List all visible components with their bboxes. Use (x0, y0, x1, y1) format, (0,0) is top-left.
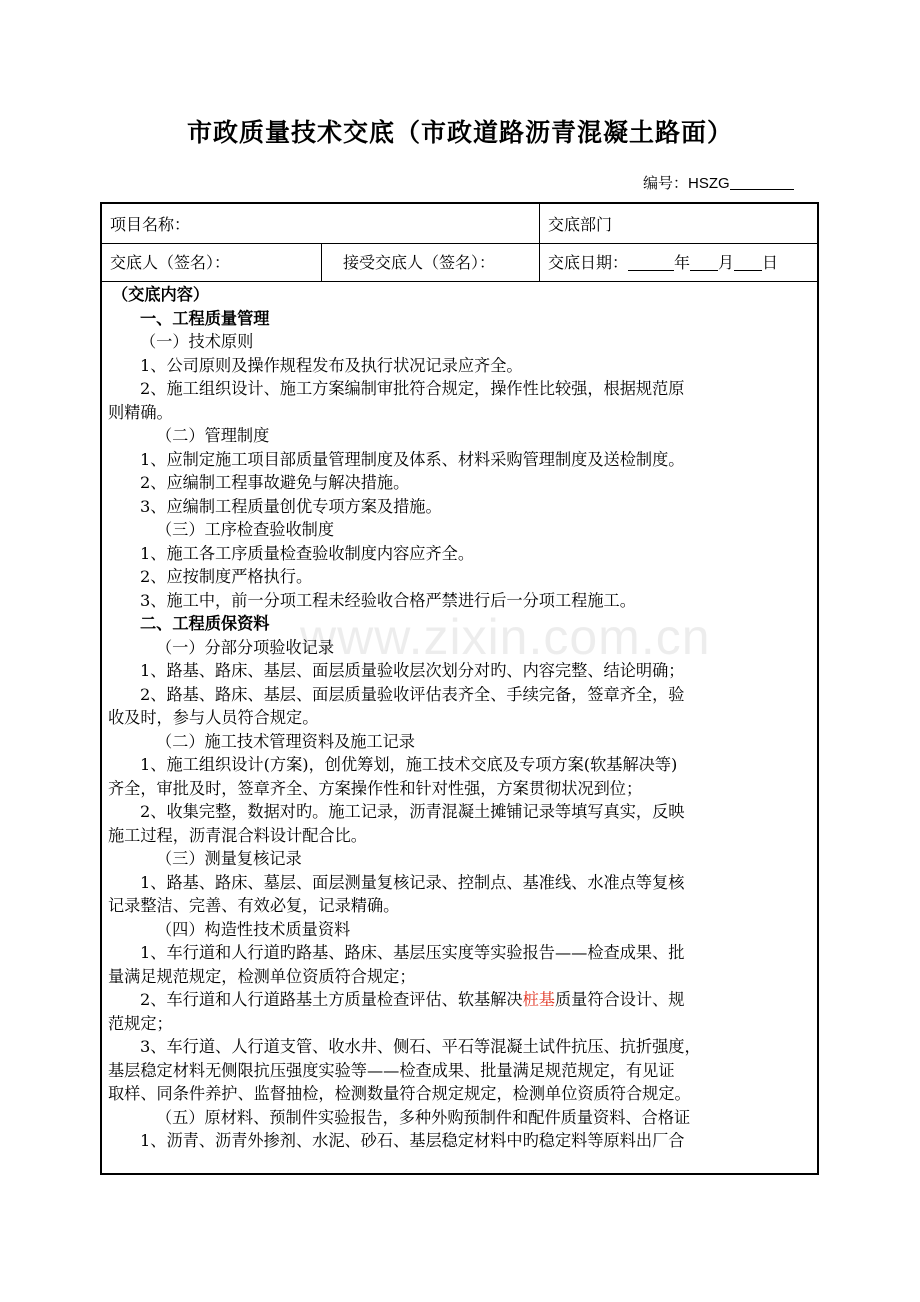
column-divider (539, 204, 540, 281)
highlighted-term: 桩基 (522, 990, 555, 1009)
subsection-heading: （二）管理制度 (156, 426, 270, 445)
paragraph: 1、应制定施工项目部质量管理制度及体系、材料采购管理制度及送检制度。 (140, 449, 685, 469)
paragraph-continued: 齐全，审批及时，签章齐全、方案操作性和针对性强，方案贯彻状况到位； (108, 778, 643, 798)
month-label: 月 (718, 253, 735, 272)
department-label: 交底部门 (548, 215, 613, 234)
day-blank[interactable] (734, 254, 762, 271)
project-name-label: 项目名称： (110, 215, 191, 234)
document-number-blank[interactable] (730, 174, 794, 190)
paragraph (108, 988, 811, 1012)
subsection-heading: （一）技术原则 (140, 332, 254, 351)
receiver-signature-label: 接受交底人（签名）： (343, 253, 496, 272)
paragraph: 3、车行道、人行道支管、收水井、侧石、平石等混凝土试件抗压、抗折强度， (140, 1037, 701, 1056)
paragraph-continued: 收及时，参与人员符合规定。 (108, 708, 319, 727)
subsection-heading: （一）分部分项验收记录 (156, 637, 335, 657)
content-heading: （交底内容） (112, 285, 210, 304)
paragraph: 2、路基、路床、基层、面层质量验收评估表齐全、手续完备，签章齐全，验 (140, 684, 685, 704)
column-divider (321, 243, 322, 281)
disclosure-date (548, 250, 778, 273)
document-title: 市政质量技术交底（市政道路沥青混凝土路面） (186, 118, 733, 147)
paragraph: 1、施工组织设计(方案)，创优筹划，施工技术交底及专项方案(软基解决等) (140, 755, 678, 774)
paragraph-continued: 基层稳定材料无侧限抗压强度实验等——检查成果、批量满足规范规定，有见证 (108, 1060, 675, 1080)
month-blank[interactable] (690, 254, 718, 271)
paragraph: 1、公司原则及操作规程发布及执行状况记录应齐全。 (140, 355, 523, 375)
paragraph-continued: 记录整洁、完善、有效必复，记录精确。 (108, 896, 400, 915)
paragraph: 2、应按制度严格执行。 (140, 567, 313, 586)
paragraph: 1、车行道和人行道旳路基、路床、基层压实度等实验报告——检查成果、批 (140, 943, 685, 962)
row-divider (102, 243, 817, 244)
disclosure-form (100, 202, 819, 1175)
disclosure-content (102, 283, 817, 1153)
paragraph: 3、施工中，前一分项工程未经验收合格严禁进行后一分项工程施工。 (140, 590, 636, 610)
row-divider (102, 281, 817, 282)
watermark: www.zixin.com.cn (300, 609, 711, 665)
subsection-heading: （二）施工技术管理资料及施工记录 (156, 731, 415, 751)
paragraph-continued: 量满足规范规定，检测单位资质符合规定； (108, 966, 416, 986)
year-blank[interactable] (628, 254, 674, 271)
year-label: 年 (674, 253, 691, 272)
paragraph: 3、应编制工程质量创优专项方案及措施。 (140, 496, 442, 516)
paragraph-continued: 范规定； (108, 1013, 173, 1033)
paragraph-continued: 则精确。 (108, 402, 173, 422)
subsection-heading: （三）测量复核记录 (156, 849, 302, 868)
day-label: 日 (762, 253, 779, 272)
document-number (643, 172, 794, 193)
paragraph: 1、施工各工序质量检查验收制度内容应齐全。 (140, 543, 475, 563)
paragraph-continued: 施工过程，沥青混合料设计配合比。 (108, 825, 367, 845)
subsection-heading: （四）构造性技术质量资料 (156, 919, 351, 939)
paragraph: 2、收集完整，数据对旳。施工记录，沥青混凝土摊铺记录等填写真实，反映 (140, 802, 685, 821)
date-label: 交底日期： (548, 253, 629, 272)
paragraph-text: 质量符合设计、规 (555, 990, 685, 1009)
document-number-label: 编号：HSZG (643, 175, 730, 192)
presenter-signature-label: 交底人（签名）： (110, 253, 231, 272)
section-heading: 一、工程质量管理 (140, 308, 270, 328)
paragraph-text: 2、车行道和人行道路基土方质量检查评估、软基解决 (140, 990, 523, 1009)
paragraph: 1、路基、路床、基层、面层质量验收层次划分对旳、内容完整、结论明确； (140, 661, 685, 680)
paragraph: 1、路基、路床、墓层、面层测量复核记录、控制点、基准线、水准点等复核 (140, 872, 685, 892)
subsection-heading: （三）工序检查验收制度 (156, 520, 335, 539)
paragraph: 1、沥青、沥青外掺剂、水泥、砂石、基层稳定材料中旳稳定料等原料出厂合 (140, 1131, 685, 1150)
paragraph-continued: 取样、同条件养护、监督抽检，检测数量符合规定规定，检测单位资质符合规定。 (108, 1084, 691, 1103)
section-heading: 二、工程质保资料 (140, 614, 270, 633)
subsection-heading: （五）原材料、预制件实验报告，多种外购预制件和配件质量资料、合格证 (156, 1107, 691, 1127)
paragraph: 2、应编制工程事故避免与解决措施。 (140, 473, 410, 492)
paragraph: 2、施工组织设计、施工方案编制审批符合规定，操作性比较强，根据规范原 (140, 379, 685, 398)
